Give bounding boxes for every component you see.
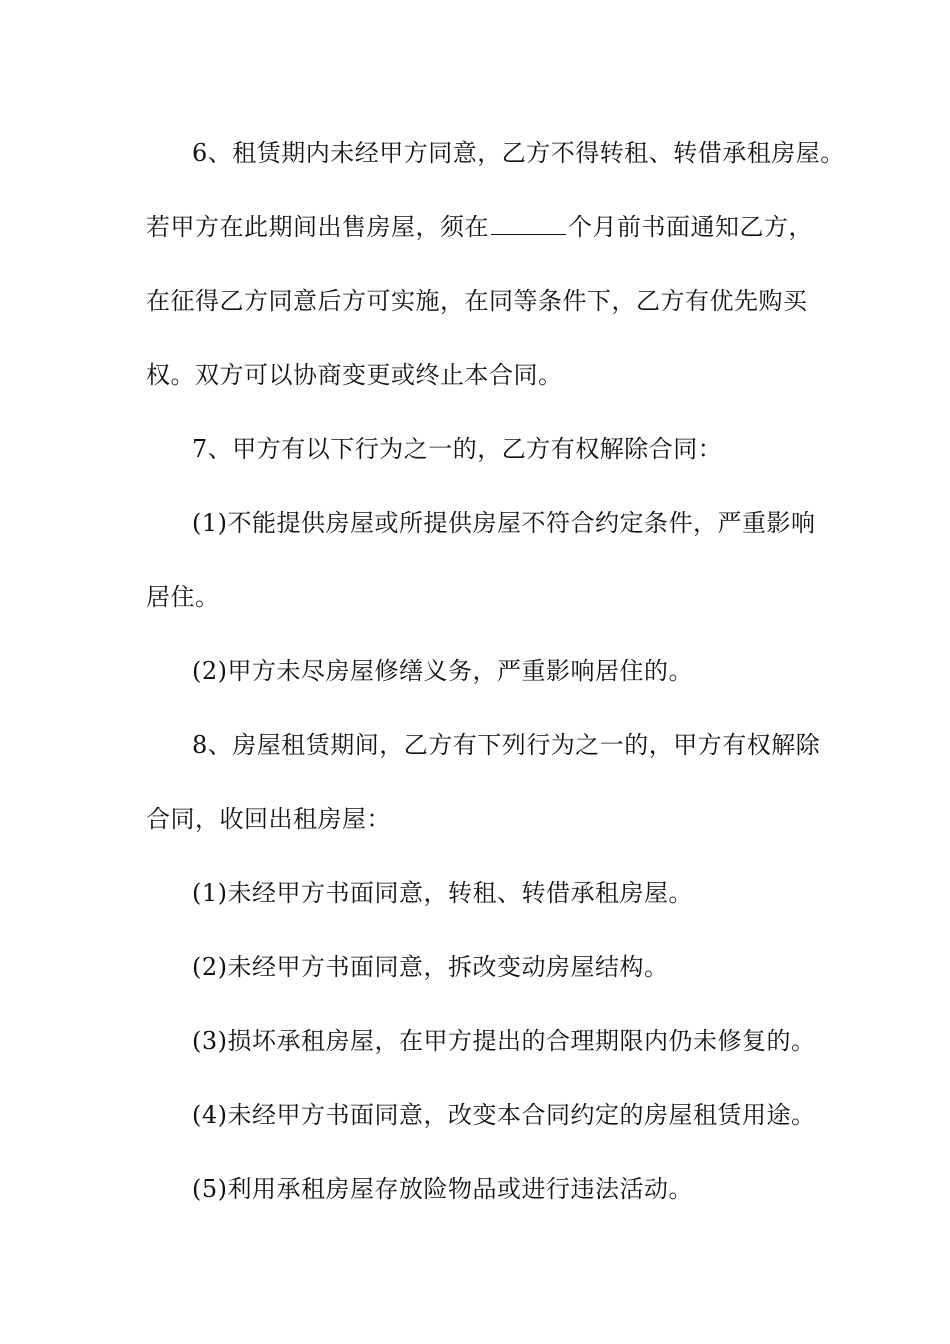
- clause-text: 若甲方在此期间出售房屋，须在: [146, 213, 489, 241]
- clause-6-line-3: [146, 276, 836, 350]
- clause-text: 7、甲方有以下行为之一的，乙方有权解除合同：: [192, 435, 723, 463]
- clause-text: 权。双方可以协商变更或终止本合同。: [146, 361, 563, 389]
- clause-8-item-2: [146, 942, 836, 1016]
- clause-8-item-4: [146, 1090, 836, 1164]
- clause-8-line-1: [146, 720, 836, 794]
- clause-text: (5)利用承租房屋存放险物品或进行违法活动。: [192, 1175, 693, 1203]
- clause-text: 6、租赁期内未经甲方同意，乙方不得转租、转借承租房屋。: [192, 139, 845, 167]
- clause-8-item-5: [146, 1164, 836, 1238]
- clause-text: 8、房屋租赁期间，乙方有下列行为之一的，甲方有权解除: [192, 731, 821, 759]
- clause-text: (2)未经甲方书面同意，拆改变动房屋结构。: [192, 953, 669, 981]
- clause-7-item-1-line-2: [146, 572, 836, 646]
- clause-text: (2)甲方未尽房屋修缮义务，严重影响居住的。: [192, 657, 693, 685]
- clause-text: (1)未经甲方书面同意，转租、转借承租房屋。: [192, 879, 693, 907]
- clause-6-line-1: [146, 128, 845, 202]
- clause-7-item-1-line-1: [146, 498, 836, 572]
- clause-7-line-1: [146, 424, 836, 498]
- document-body: [146, 128, 845, 1238]
- clause-7-item-2: [146, 646, 836, 720]
- clause-8-item-1: [146, 868, 836, 942]
- clause-text: (1)不能提供房屋或所提供房屋不符合约定条件，严重影响: [192, 509, 816, 537]
- clause-text: 个月前书面通知乙方，: [568, 213, 813, 241]
- clause-text: 在征得乙方同意后方可实施，在同等条件下，乙方有优先购买: [146, 287, 808, 315]
- clause-6-line-2: [146, 202, 836, 276]
- clause-8-item-3: [146, 1016, 836, 1090]
- fill-in-blank: [491, 204, 566, 235]
- clause-6-line-4: [146, 350, 836, 424]
- clause-8-line-2: [146, 794, 836, 868]
- clause-text: (3)损坏承租房屋，在甲方提出的合理期限内仍未修复的。: [192, 1027, 816, 1055]
- clause-text: 合同，收回出租房屋：: [146, 805, 391, 833]
- clause-text: 居住。: [146, 583, 220, 611]
- clause-text: (4)未经甲方书面同意，改变本合同约定的房屋租赁用途。: [192, 1101, 816, 1129]
